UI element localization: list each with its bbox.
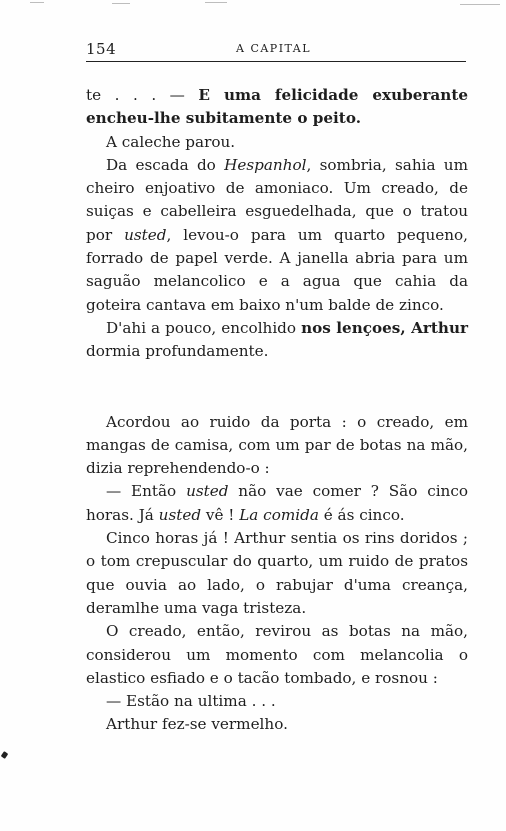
paragraph-1: [86, 84, 468, 131]
text-run: , levou-o para um quarto pequeno, forrado de papel verde. A janella abria para um saguão melancolico e a agua que cahia da goteira cantava em baixo n'um balde de zinco.: [86, 225, 468, 314]
paragraph-5: Acordou ao ruido da porta : o creado, em mangas de camisa, com um par de botas na mão, dizia reprehendendo-o :: [86, 412, 468, 478]
text-run: não vae comer ? São cinco horas. Já: [86, 482, 468, 524]
text-run: D'ahi a pouco, encolhido: [106, 318, 302, 337]
paragraph-8: O creado, então, revirou as botas na mão, considerou um momento com melancolia o elastico esfiado e o tacão tombado, e rosnou :: [86, 622, 468, 687]
paragraph-6: [86, 480, 468, 527]
paragraph-9: — Estão na ultima . . .: [106, 692, 276, 711]
text-run: te . . . —: [86, 86, 199, 104]
text-run: é ás cinco.: [318, 505, 405, 524]
paragraph-7: Cinco horas já ! Arthur sentia os rins doridos ; o tom crepuscular do quarto, um ruido de pratos que ouvia ao lado, o rabujar d'uma creança, deramlhe uma vaga tristeza.: [86, 529, 468, 617]
running-title: A CAPITAL: [236, 42, 312, 55]
text-run-bold: nos lençoes, Arthur: [301, 318, 468, 337]
text-run-italic: usted: [124, 225, 167, 244]
section-break: [86, 364, 468, 411]
paragraph-10: Arthur fez-se vermelho.: [106, 715, 288, 734]
paragraph-4: [86, 317, 468, 364]
body-text: [86, 84, 468, 737]
text-run: Da escada do: [106, 155, 225, 174]
text-run-italic: La comida: [239, 505, 319, 524]
text-run: — Então: [106, 482, 187, 501]
margin-ink-mark: [1, 751, 9, 759]
text-run-italic: usted: [186, 482, 229, 501]
text-run: vê !: [201, 505, 240, 524]
text-run-bold: E uma felicidade exuberante encheu-lhe subitamente o peito.: [86, 86, 468, 128]
text-run-italic: Hespanhol: [224, 155, 307, 174]
text-run: , sombria, sahia um cheiro enjoativo de amoniaco. Um creado, de suiças e cabelleira esguedelhada, que o tratou por: [86, 155, 468, 244]
paragraph-3: [86, 154, 468, 317]
paragraph-2: A caleche parou.: [106, 132, 236, 151]
page-number: 154: [86, 40, 117, 58]
text-run: dormia profundamente.: [86, 342, 269, 361]
scan-artifacts: [0, 0, 506, 12]
page-header: [86, 40, 466, 60]
text-run-italic: usted: [158, 505, 202, 524]
header-rule: [86, 61, 466, 62]
